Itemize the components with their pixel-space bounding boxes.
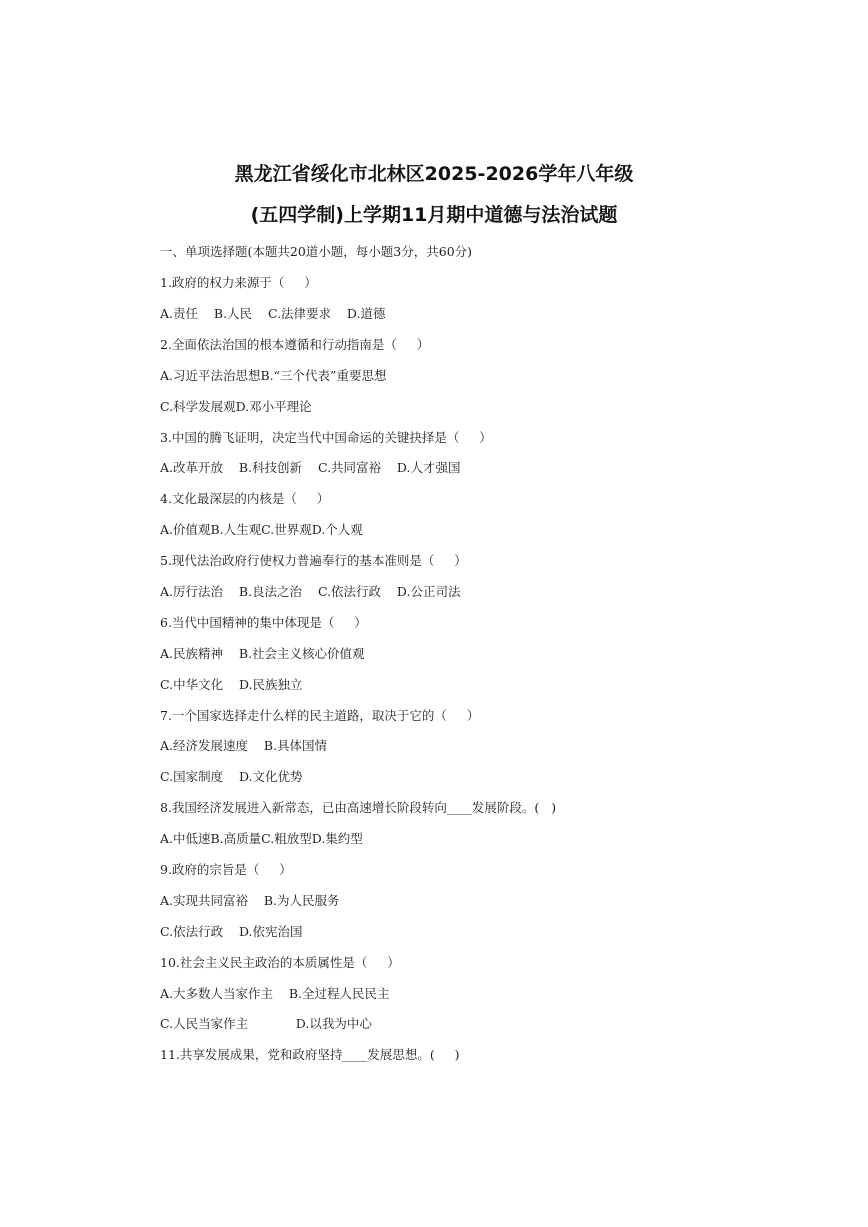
- question-2-options-cd: C.科学发展观D.邓小平理论: [160, 399, 312, 414]
- question-7: 7.一个国家选择走什么样的民主道路，取决于它的（ ）: [160, 708, 480, 723]
- question-7-options-ab: A.经济发展速度 B.具体国情: [160, 738, 328, 753]
- question-3: 3.中国的腾飞证明，决定当代中国命运的关键抉择是（ ）: [160, 430, 492, 445]
- exam-title-line-1: 黑龙江省绥化市北林区2025-2026学年八年级: [234, 163, 634, 185]
- question-10: 10.社会主义民主政治的本质属性是（ ）: [160, 955, 400, 970]
- question-6: 6.当代中国精神的集中体现是（ ）: [160, 615, 367, 630]
- question-2-options-ab: A.习近平法治思想B.“三个代表”重要思想: [160, 368, 387, 383]
- question-11: 11.共享发展成果，党和政府坚持____发展思想。( ): [160, 1047, 460, 1062]
- question-1-options: A.责任 B.人民 C.法律要求 D.道德: [160, 306, 386, 321]
- question-10-options-cd: C.人民当家作主 D.以我为中心: [160, 1016, 372, 1031]
- question-5: 5.现代法治政府行使权力普遍奉行的基本准则是（ ）: [160, 553, 467, 568]
- section-heading: 一、单项选择题(本题共20道小题，每小题3分，共60分): [160, 244, 473, 259]
- exam-title-line-2: (五四学制)上学期11月期中道德与法治试题: [250, 204, 618, 226]
- question-1: 1.政府的权力来源于（ ）: [160, 275, 317, 290]
- question-9-options-ab: A.实现共同富裕 B.为人民服务: [160, 893, 340, 908]
- question-9-options-cd: C.依法行政 D.依宪治国: [160, 924, 303, 939]
- question-3-options: A.改革开放 B.科技创新 C.共同富裕 D.人才强国: [160, 460, 461, 475]
- question-5-options: A.厉行法治 B.良法之治 C.依法行政 D.公正司法: [160, 584, 461, 599]
- question-6-options-ab: A.民族精神 B.社会主义核心价值观: [160, 646, 365, 661]
- question-6-options-cd: C.中华文化 D.民族独立: [160, 677, 303, 692]
- question-4: 4.文化最深层的内核是（ ）: [160, 491, 330, 506]
- question-8: 8.我国经济发展进入新常态，已由高速增长阶段转向____发展阶段。( ): [160, 800, 557, 815]
- question-7-options-cd: C.国家制度 D.文化优势: [160, 769, 303, 784]
- question-10-options-ab: A.大多数人当家作主 B.全过程人民民主: [160, 986, 390, 1001]
- question-2: 2.全面依法治国的根本遵循和行动指南是（ ）: [160, 337, 430, 352]
- question-4-options: A.价值观B.人生观C.世界观D.个人观: [160, 522, 363, 537]
- question-9: 9.政府的宗旨是（ ）: [160, 862, 292, 877]
- question-8-options: A.中低速B.高质量C.粗放型D.集约型: [160, 831, 363, 846]
